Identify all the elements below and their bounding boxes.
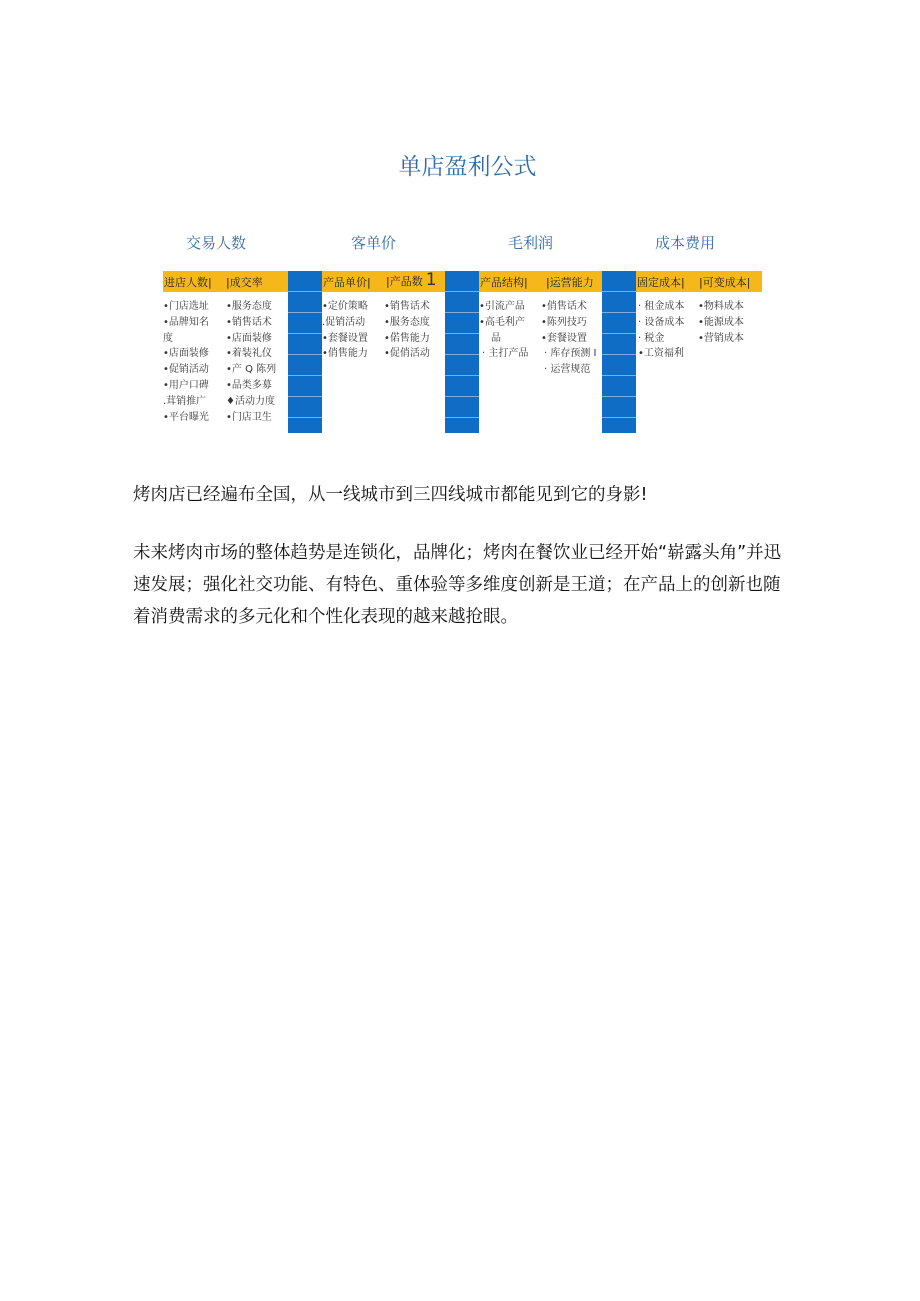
list-item: •高毛利产 — [479, 316, 525, 328]
list-item: •着装礼仪 — [226, 348, 272, 360]
bullet-list — [226, 299, 276, 425]
list-item: · 运营规范 — [544, 364, 591, 376]
bullet-list — [479, 299, 528, 362]
list-item: •产 Q 陈列 — [226, 364, 277, 376]
list-item: •套餐设置 — [322, 332, 368, 344]
band-number: 1 — [425, 270, 437, 290]
band-label: |产品数 — [386, 275, 423, 288]
list-item: •偌售能力 — [384, 332, 430, 344]
page-title: 单店盈利公式 — [398, 154, 537, 180]
list-item: •平台曝光 — [163, 411, 209, 423]
list-item: .促销活动 — [322, 316, 366, 328]
bullet-list — [638, 299, 684, 362]
list-item: · 库存预测 I — [544, 348, 597, 360]
list-item: •品类多募 — [226, 379, 272, 391]
band-label: |可变成本| — [699, 276, 751, 289]
list-item: •促销活动 — [163, 364, 209, 376]
list-item: •定价策略 — [322, 301, 368, 312]
list-item: •店面装修 — [163, 348, 209, 360]
body-paragraph: 烤肉店已经遍布全国，从一线城市到三四线城市都能见到它的身影! — [133, 485, 648, 505]
list-item: •用户口碑 — [163, 379, 209, 391]
list-item: •物料成本 — [698, 301, 744, 312]
band-label: 产品结构| — [480, 276, 528, 289]
list-item: •工资福利 — [638, 348, 684, 360]
factor-heading: 成本费用 — [655, 234, 716, 252]
list-item: .茸销推广 — [163, 395, 207, 407]
list-item: · 主打产品 — [482, 348, 529, 360]
factor-headings — [0, 232, 920, 256]
list-item: •促俏活动 — [384, 348, 430, 360]
factor-heading: 毛利润 — [508, 234, 554, 252]
list-item: •俏售能力 — [322, 348, 368, 360]
list-item: •门店选址 — [163, 301, 209, 312]
list-item: •销售话术 — [384, 301, 430, 312]
list-item: •营销成本 — [698, 332, 744, 344]
list-item: •门店卫生 — [226, 411, 272, 423]
list-item: •俏售话术 — [541, 301, 587, 312]
list-item: · 设备成本 — [638, 316, 685, 328]
list-item: 品 — [491, 332, 501, 344]
bullet-list — [322, 299, 368, 362]
list-item: · 税金 — [638, 332, 665, 344]
factor-heading: 交易人数 — [186, 234, 247, 252]
list-item: •服务态度 — [226, 301, 272, 312]
list-item: •陈列技巧 — [541, 316, 587, 328]
band-label: 固定成本| — [637, 276, 685, 289]
list-item: •店面装修 — [226, 332, 272, 344]
list-item: •引流产品 — [479, 301, 525, 312]
list-item: 度 — [163, 332, 173, 344]
bullet-list — [384, 299, 430, 362]
bullet-list — [163, 299, 209, 425]
body-paragraph: 未来烤肉市场的整体趋势是连锁化，品牌化；烤肉在餐饮业已经开始“崭露头角”并迅速发展；强化社交功能、有特色、重体验等多维度创新是王道；在产品上的创新也随着消费需求的多元化和个性化表现的越来越抢眼。 — [133, 543, 782, 627]
bullet-list — [541, 299, 597, 378]
list-item: •品牌知名 — [163, 316, 209, 328]
band-label-group — [386, 270, 437, 290]
list-item: •服务态度 — [384, 316, 430, 328]
list-item: ♦活动力度 — [226, 395, 275, 407]
band-label: |成交率 — [226, 276, 263, 289]
list-item: •销售话术 — [226, 316, 272, 328]
list-item: •能源成本 — [698, 316, 744, 328]
band-label: |运营能力 — [546, 276, 594, 289]
bullet-list — [698, 299, 744, 346]
band-label: 进店人数| — [164, 276, 212, 289]
list-item: · 租金成本 — [638, 301, 685, 312]
factor-heading: 客单价 — [351, 234, 397, 252]
band-label: 产品单价| — [323, 276, 371, 289]
list-item: •套餐设置 — [541, 332, 587, 344]
